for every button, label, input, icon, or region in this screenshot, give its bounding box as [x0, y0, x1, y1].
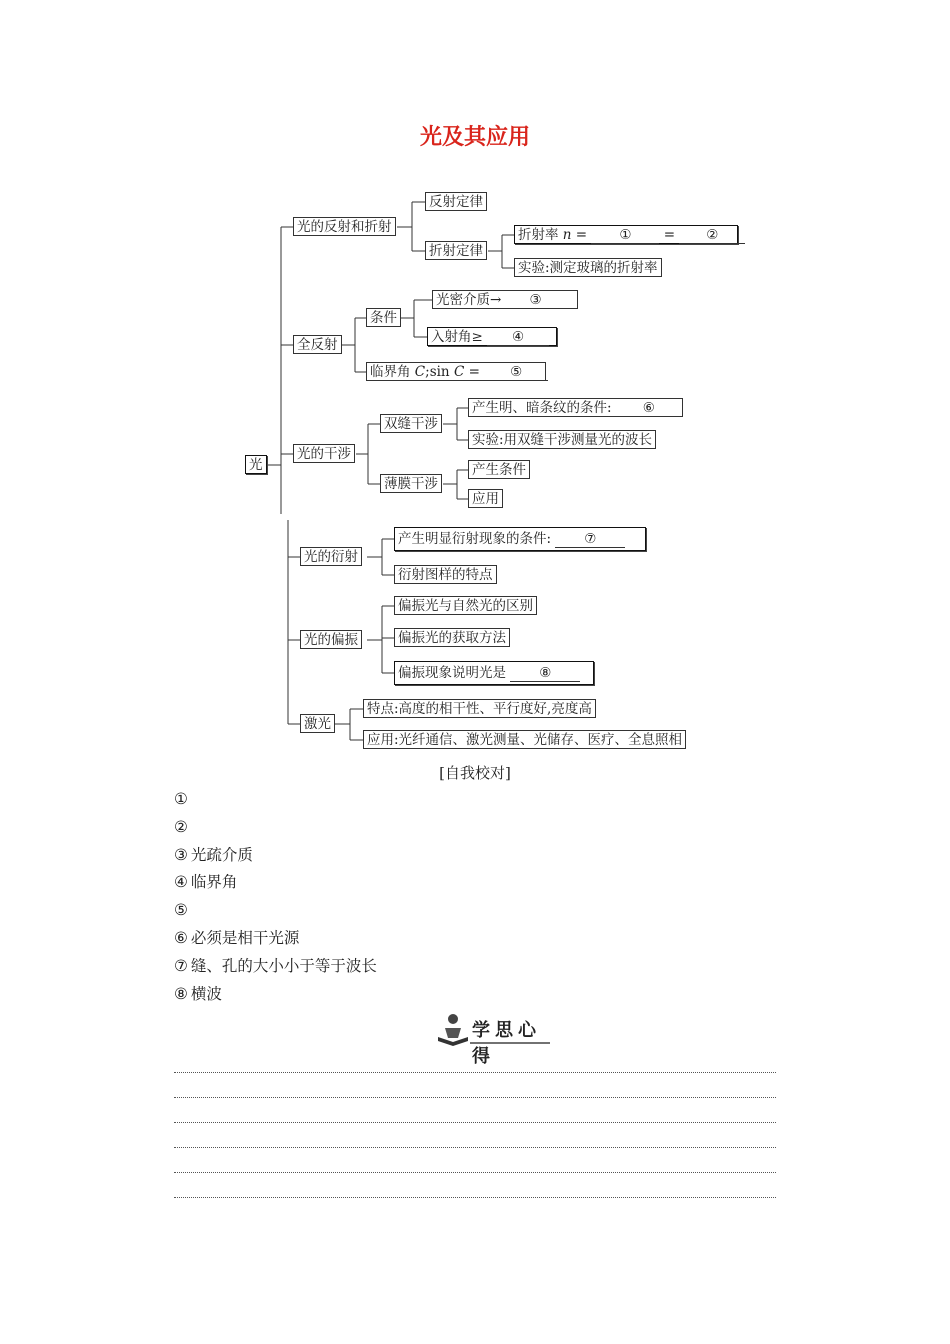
node-interference: 光的干涉 [293, 444, 355, 463]
self-check-title: [自我校对] [439, 764, 511, 782]
node-polarization-difference: 偏振光与自然光的区别 [394, 596, 537, 615]
blank-4: ④ [487, 329, 549, 346]
critical-angle-var-2: C [453, 364, 465, 380]
reflection-underline [436, 1012, 556, 1046]
blank-3: ③ [506, 292, 566, 309]
blank-8: ⑧ [510, 665, 580, 682]
equals-sign: = [663, 227, 676, 243]
critical-sin: ;sin [425, 364, 450, 380]
critical-angle-label: 临界角 [370, 364, 411, 380]
answer-number: ④ [174, 873, 188, 892]
node-double-slit: 双缝干涉 [380, 414, 442, 433]
note-line[interactable] [174, 1097, 776, 1122]
node-double-slit-condition [468, 398, 683, 417]
answer-item [174, 814, 377, 842]
polarization-explain-label: 偏振现象说明光是 [398, 665, 506, 681]
node-thin-film-condition: 产生条件 [468, 460, 530, 479]
node-reflection-law: 反射定律 [425, 192, 487, 211]
answer-number: ⑧ [174, 984, 188, 1003]
node-refraction-index [514, 225, 738, 244]
node-refraction-experiment: 实验:测定玻璃的折射率 [514, 258, 662, 277]
answer-number: ② [174, 817, 188, 836]
answer-text: 临界角 [190, 873, 238, 892]
answer-item [174, 897, 377, 925]
note-line[interactable] [174, 1172, 776, 1197]
answer-number: ① [174, 790, 188, 808]
node-total-reflection: 全反射 [293, 335, 342, 354]
blank-1: ① [591, 227, 659, 244]
blank-5: ⑤ [484, 364, 548, 381]
note-line[interactable] [174, 1197, 776, 1222]
node-diffraction-condition [394, 527, 646, 551]
double-slit-condition-label: 产生明、暗条纹的条件: [472, 400, 612, 416]
node-polarization: 光的偏振 [300, 630, 362, 649]
equals-sign: = [575, 227, 588, 243]
node-diffraction: 光的衍射 [300, 547, 362, 566]
answer-item [174, 786, 377, 814]
blank-7: ⑦ [555, 531, 625, 548]
answer-item [174, 953, 377, 981]
answer-number: ③ [174, 845, 188, 864]
node-condition-1 [432, 290, 578, 309]
diffraction-condition-label: 产生明显衍射现象的条件: [398, 531, 552, 547]
critical-angle-var: C [414, 364, 426, 380]
answer-item [174, 925, 377, 953]
notes-lines [174, 1072, 776, 1222]
answer-text: 缝、孔的大小小于等于波长 [190, 956, 377, 975]
node-reflect-refract: 光的反射和折射 [293, 217, 396, 236]
answer-list [174, 786, 377, 1008]
condition-2-label: 入射角≥ [431, 329, 483, 345]
note-line[interactable] [174, 1122, 776, 1147]
node-refraction-law: 折射定律 [425, 241, 487, 260]
node-diffraction-pattern: 衍射图样的特点 [394, 565, 497, 584]
answer-item [174, 842, 377, 870]
node-polarization-explain [394, 661, 594, 685]
tree-root: 光 [245, 455, 267, 474]
reflection-header [436, 1012, 556, 1067]
answer-text: 横波 [190, 984, 222, 1003]
node-laser-features: 特点:高度的相干性、平行度好,亮度高 [363, 699, 596, 718]
node-condition: 条件 [366, 308, 401, 327]
node-thin-film-application: 应用 [468, 489, 503, 508]
page-title: 光及其应用 [419, 125, 530, 150]
answer-number: ⑤ [174, 901, 188, 920]
condition-1-label: 光密介质→ [436, 292, 502, 308]
answer-text: 必须是相干光源 [190, 928, 300, 947]
node-polarization-method: 偏振光的获取方法 [394, 628, 510, 647]
blank-2: ② [679, 227, 745, 244]
equals-sign: = [468, 364, 480, 380]
node-laser: 激光 [300, 714, 335, 733]
node-double-slit-experiment: 实验:用双缝干涉测量光的波长 [468, 430, 656, 449]
refraction-index-label: 折射率 [518, 227, 559, 243]
reflection-label: 学思心得 [472, 1020, 541, 1067]
answer-item [174, 981, 377, 1009]
node-thin-film: 薄膜干涉 [380, 474, 442, 493]
answer-text: 光疏介质 [190, 845, 253, 864]
node-critical-angle [366, 362, 546, 381]
note-line[interactable] [174, 1147, 776, 1172]
refraction-index-var: n [562, 227, 572, 243]
answer-number: ⑥ [174, 928, 188, 947]
node-condition-2 [427, 327, 557, 346]
answer-item [174, 869, 377, 897]
note-line[interactable] [174, 1072, 776, 1097]
node-laser-applications: 应用:光纤通信、激光测量、光储存、医疗、全息照相 [363, 730, 686, 749]
blank-6: ⑥ [616, 400, 682, 417]
answer-number: ⑦ [174, 956, 188, 975]
